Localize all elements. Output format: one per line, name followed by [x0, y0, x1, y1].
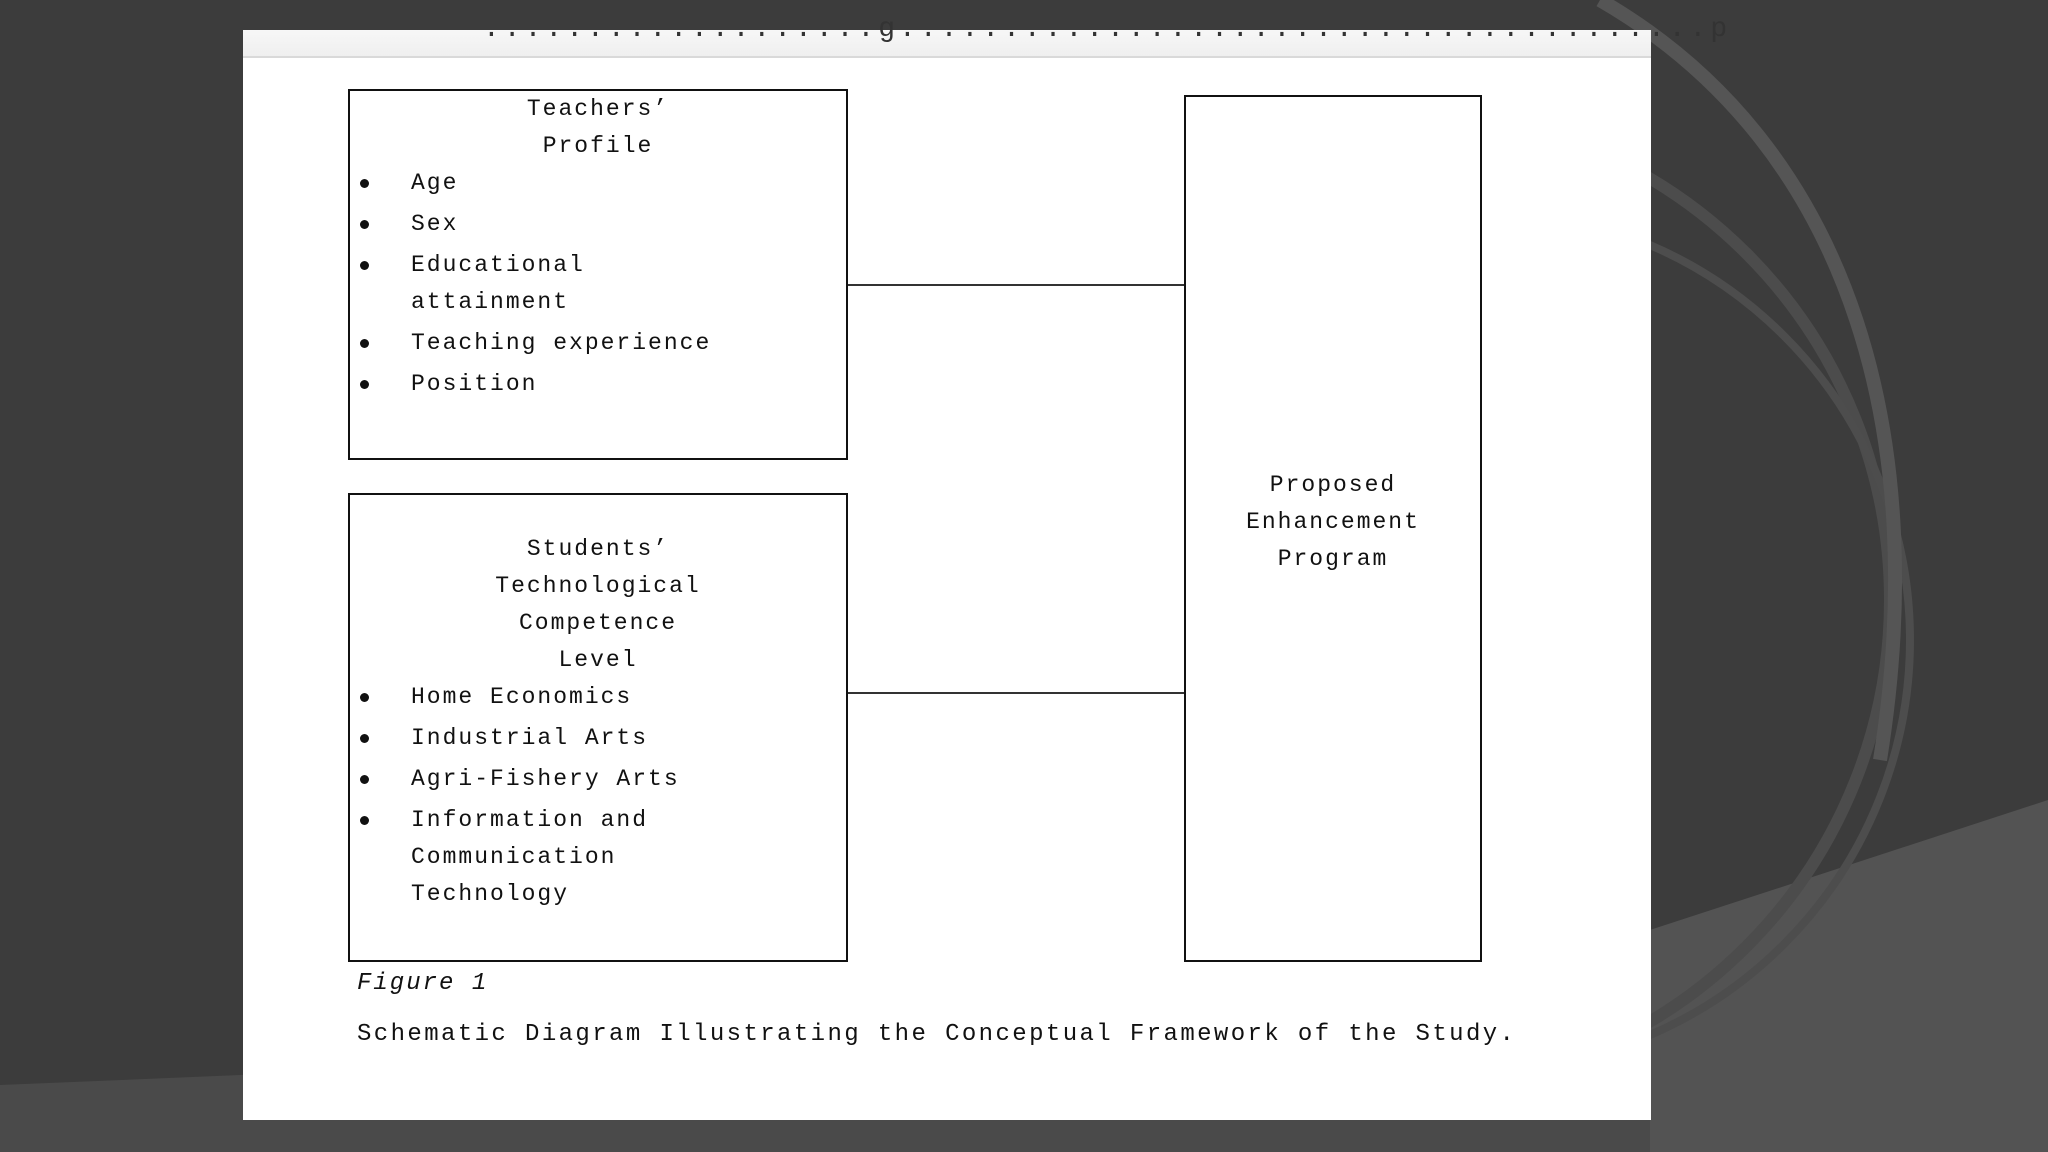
list-item: [350, 720, 846, 757]
list-item-label: Information and Communication Technology: [411, 807, 649, 907]
proposed-program-title: Proposed Enhancement Program: [1246, 472, 1420, 572]
connector-line-teachers: [848, 284, 1184, 286]
list-item-label: Industrial Arts: [411, 725, 649, 751]
figure-caption: Schematic Diagram Illustrating the Conceptual Framework of the Study.: [357, 1021, 1517, 1048]
bullet-icon: [360, 261, 369, 270]
students-competence-list: [350, 679, 846, 913]
list-item-label: Educational attainment: [411, 252, 585, 315]
teachers-profile-box: [348, 89, 848, 460]
list-item: [350, 165, 846, 202]
bullet-icon: [360, 775, 369, 784]
clipped-header-text: ...................g.......................................p: [483, 14, 1732, 45]
list-item: [350, 802, 846, 913]
students-competence-box: [348, 493, 848, 962]
list-item: [350, 325, 846, 362]
bullet-icon: [360, 339, 369, 348]
bullet-icon: [360, 220, 369, 229]
teachers-profile-list: [350, 165, 846, 403]
list-item-label: Position: [411, 371, 538, 397]
list-item-label: Agri-Fishery Arts: [411, 766, 680, 792]
list-item-label: Home Economics: [411, 684, 633, 710]
bullet-icon: [360, 816, 369, 825]
teachers-profile-title: Teachers’ Profile: [526, 96, 670, 159]
connector-line-students: [848, 692, 1184, 694]
list-item: [350, 366, 846, 403]
list-item: [350, 247, 846, 321]
bullet-icon: [360, 380, 369, 389]
list-item-label: Age: [411, 170, 459, 196]
bullet-icon: [360, 179, 369, 188]
proposed-program-box: [1184, 95, 1482, 962]
list-item-label: Sex: [411, 211, 459, 237]
list-item: [350, 679, 846, 716]
list-item: [350, 206, 846, 243]
page-top-strip: [243, 14, 1732, 58]
bullet-icon: [360, 734, 369, 743]
document-page: [243, 14, 1732, 1120]
students-competence-title: Students’ Technological Competence Level: [495, 536, 701, 673]
bullet-icon: [360, 693, 369, 702]
list-item-label: Teaching experience: [411, 330, 712, 356]
list-item: [350, 761, 846, 798]
figure-label: Figure 1: [357, 970, 489, 997]
